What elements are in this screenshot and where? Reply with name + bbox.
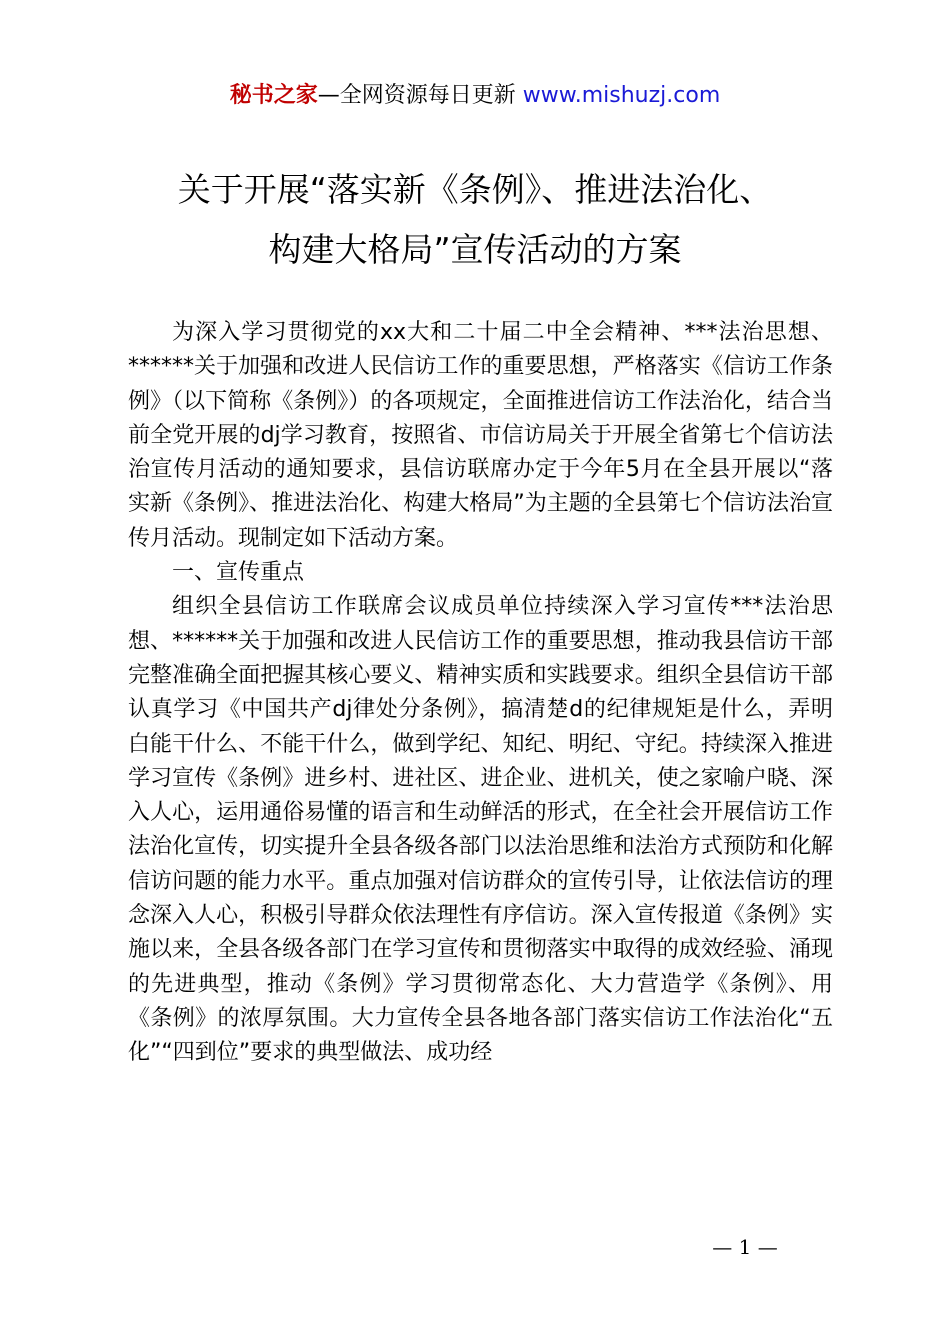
section-heading-1: 一、宣传重点 <box>172 560 305 586</box>
document-title <box>60 160 890 280</box>
paragraph-intro: 为深入学习贯彻党的xx大和二十届二中全会精神、***法治思想、******关于加强和改进人民信访工作的重要思想，严格落实《信访工作条例》（以下简称《条例》）的各项规定，全面推进信访工作法治化，结合当前全党开展的dj学习教育，按照省、市信访局关于开展全省第七个信访法治宣传月活动的通知要求，县信访联席办定于今年5月在全县开展以“落实新《条例》、推进法治化、构建大格局”为主题的全县第七个信访法治宣传月活动。现制定如下活动方案。 <box>128 320 833 551</box>
site-brand: 秘书之家 <box>229 83 318 108</box>
site-url: www.mishuzj.com <box>522 83 721 108</box>
document-title-line-2: 构建大格局”宣传活动的方案 <box>268 230 682 269</box>
document-title-line-1: 关于开展“落实新《条例》、推进法治化、 <box>177 170 773 209</box>
document-body <box>128 316 833 1071</box>
site-header <box>0 78 950 114</box>
paragraph-section-1: 组织全县信访工作联席会议成员单位持续深入学习宣传***法治思想、******关于加强和改进人民信访工作的重要思想，推动我县信访干部完整准确全面把握其核心要义、精神实质和实践要求。组织全县信访干部认真学习《中国共产dj律处分条例》，搞清楚d的纪律规矩是什么，弄明白能干什么、不能干什么，做到学纪、知纪、明纪、守纪。持续深入推进学习宣传《条例》进乡村、进社区、进企业、进机关，使之家喻户晓、深入人心，运用通俗易懂的语言和生动鲜活的形式，在全社会开展信访工作法治化宣传，切实提升全县各级各部门以法治思维和法治方式预防和化解信访问题的能力水平。重点加强对信访群众的宣传引导，让依法信访的理念深入人心，积极引导群众依法理性有序信访。深入宣传报道《条例》实施以来，全县各级各部门在学习宣传和贯彻落实中取得的成效经验、涌现的先进典型，推动《条例》学习贯彻常态化、大力营造学《条例》、用《条例》的浓厚氛围。大力宣传全县各地各部门落实信访工作法治化“五化”“四到位”要求的典型做法、成功经 <box>128 594 833 1066</box>
site-tagline: —全网资源每日更新 <box>317 83 523 108</box>
page-number: — 1 — <box>712 1235 778 1259</box>
